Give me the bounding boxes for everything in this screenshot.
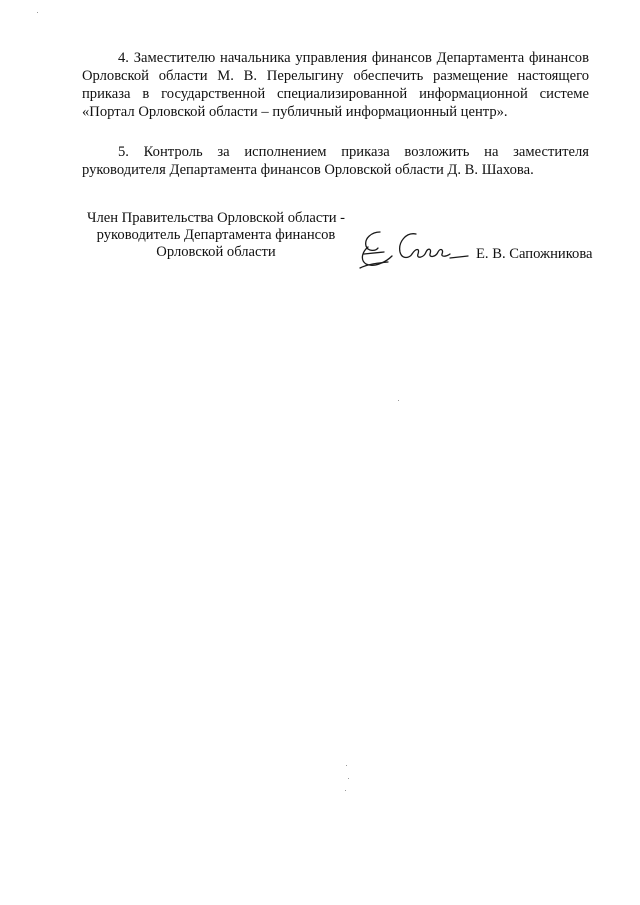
signatory-title <box>66 210 366 261</box>
signatory-title-line: Член Правительства Орловской области - <box>86 210 346 226</box>
signatory-name: Е. В. Сапожникова <box>476 246 593 262</box>
scan-speck <box>398 400 399 401</box>
paragraph-4: 4. Заместителю начальника управления финансов Департамента финансов Орловской области М. В. Перелыгину обеспечить размещение настоящего приказа в государственной специализированной информационной системе «Портал Орловской области – публичный информационный центр». <box>82 50 589 120</box>
signatory-title-line: Орловской области <box>156 244 276 260</box>
paragraph-5: 5. Контроль за исполнением приказа возложить на заместителя руководителя Департамента финансов Орловской области Д. В. Шахова. <box>82 144 589 178</box>
handwritten-signature <box>358 224 470 270</box>
scan-speck <box>345 790 346 791</box>
signatory-title-line: руководитель Департамента финансов <box>96 227 336 243</box>
scan-speck <box>348 778 349 779</box>
scan-speck <box>346 765 347 766</box>
scan-speck <box>37 12 38 13</box>
